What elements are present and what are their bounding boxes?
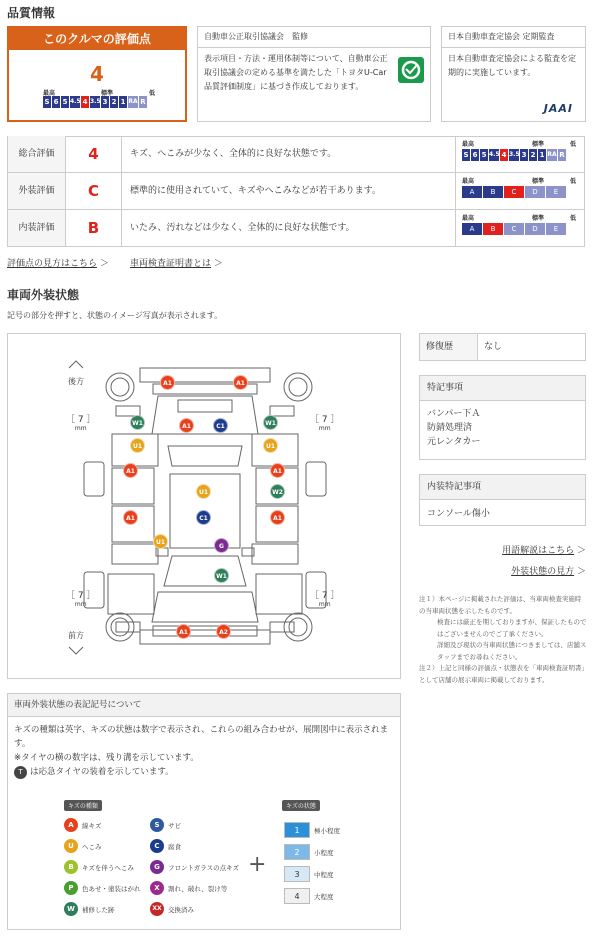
grade-cell: D xyxy=(525,186,545,198)
damage-badge[interactable]: A1 xyxy=(160,375,175,390)
rating-description: いたみ、汚れなどは少なく、全体的に良好な状態です。 xyxy=(122,210,456,246)
supervision-header: 自動車公正取引協議会 監修 xyxy=(198,27,430,48)
damage-badge[interactable]: W1 xyxy=(263,415,278,430)
damage-type-label: 線キズ xyxy=(82,821,102,830)
damage-badge[interactable]: A1 xyxy=(270,510,285,525)
damage-type-item xyxy=(150,839,181,853)
jaai-logo: JAAI xyxy=(543,102,573,115)
rating-scale-top-labels: 最高 標準 低 xyxy=(462,215,577,222)
rating-description: 標準的に使用されていて、キズやへこみなどが若干あります。 xyxy=(122,173,456,209)
eval-scale xyxy=(43,96,185,108)
repair-history-value: なし xyxy=(484,342,503,352)
fair-trade-logo-icon xyxy=(398,57,424,83)
damage-type-badge: P xyxy=(64,881,78,895)
rating-scale-top-labels: 最高 標準 低 xyxy=(462,141,577,148)
rating-label: 総合評価 xyxy=(8,136,66,172)
tread-front-left: ［ 7 ］ mm xyxy=(66,591,96,608)
spare-tire-icon: T xyxy=(14,766,27,779)
damage-state-label: 中程度 xyxy=(314,870,334,879)
note-1b: 検査には厳正を期しておりますが、保証したものではございませんのでご了承ください。 xyxy=(437,618,587,638)
eval-scale-cell: 6 xyxy=(53,98,59,106)
note-2: 注２）上記と同様の評価点・状態表を「車両検査証明書」として店舗の展示車両に掲載しております。 xyxy=(419,664,585,684)
states-header: キズの状態 xyxy=(282,800,320,811)
score-guide-link[interactable]: 評価点の見方はこちら ＞ xyxy=(7,259,109,269)
special-note-item: 元レンタカー xyxy=(427,437,481,447)
damage-badge[interactable]: A1 xyxy=(270,463,285,478)
damage-badge[interactable]: U1 xyxy=(130,438,145,453)
supervision-text: 表示項目・方法・運用体制等について、自動車公正取引協議会の定める基準を満たした「トヨタU-Car品質評価制度」に基づき作成しております。 xyxy=(204,54,388,91)
damage-type-label: 色あせ・塗装はがれ xyxy=(82,884,141,893)
damage-type-label: キズを伴うへこみ xyxy=(82,863,134,872)
scale-cell: 2 xyxy=(530,151,536,159)
damage-type-badge: G xyxy=(150,860,164,874)
damage-badge[interactable]: A1 xyxy=(233,375,248,390)
eval-scale-cell: S xyxy=(44,98,50,106)
damage-type-item xyxy=(64,881,141,895)
scale-cell: 1 xyxy=(539,151,545,159)
damage-state-label: 小程度 xyxy=(314,848,334,857)
interior-note-item: コンソール傷小 xyxy=(427,509,490,519)
rating-grade: 4 xyxy=(66,136,122,172)
damage-badge[interactable]: A1 xyxy=(176,624,191,639)
eval-scale-cell: 4.5 xyxy=(70,96,80,108)
damage-state-label: 極小程度 xyxy=(314,826,340,835)
damage-type-badge: U xyxy=(64,839,78,853)
rating-row xyxy=(7,136,585,173)
rating-grade: B xyxy=(66,210,122,246)
damage-type-label: 交換済み xyxy=(168,905,194,914)
damage-badge[interactable]: U1 xyxy=(196,484,211,499)
special-notes-box xyxy=(419,375,586,460)
section-title: 品質情報 xyxy=(7,6,56,20)
jaai-header: 日本自動車査定協会 定期監査 xyxy=(442,27,585,48)
damage-type-item xyxy=(64,860,134,874)
tread-rear-right: ［ 7 ］ mm xyxy=(310,415,340,432)
rating-description: キズ、へこみが少なく、全体的に良好な状態です。 xyxy=(122,136,456,172)
jaai-box xyxy=(441,26,586,122)
note-1: 注１）本ページに掲載された評価は、当車両検査実施時の当車両状態を示したものです。 xyxy=(419,595,582,615)
interior-notes-box xyxy=(419,474,586,526)
damage-state-badge: 4 xyxy=(284,888,310,904)
damage-state-label: 大程度 xyxy=(314,892,334,901)
scale-cell: 3 xyxy=(521,151,527,159)
damage-state-badge: 2 xyxy=(284,844,310,860)
legend-box xyxy=(7,693,401,930)
damage-type-label: サビ xyxy=(168,821,181,830)
notes-block xyxy=(419,594,587,686)
car-diagram-box xyxy=(7,333,401,679)
damage-type-label: へこみ xyxy=(82,842,102,851)
damage-type-label: 割れ、破れ、裂け等 xyxy=(168,884,228,893)
plus-icon: + xyxy=(248,852,267,877)
damage-type-badge: XX xyxy=(150,902,164,916)
note-1c: 詳細及び現状の当車両状態につきましては、店舗スタッフまでお尋ねください。 xyxy=(437,641,587,661)
rating-label: 外装評価 xyxy=(8,173,66,209)
damage-type-badge: S xyxy=(150,818,164,832)
eval-scale-cell: 3.5 xyxy=(90,96,100,108)
damage-type-item xyxy=(64,902,115,916)
damage-type-item xyxy=(64,818,101,832)
damage-badge[interactable]: W1 xyxy=(130,415,145,430)
damage-badge[interactable]: G xyxy=(214,538,229,553)
interior-notes-header: 内装特記事項 xyxy=(420,475,585,500)
scale-cell: 6 xyxy=(472,151,478,159)
damage-type-badge: B xyxy=(64,860,78,874)
jaai-text: 日本自動車査定協会による監査を定期的に実施しています。 xyxy=(448,54,576,77)
grade-cell: B xyxy=(483,223,503,235)
damage-badge[interactable]: A2 xyxy=(216,624,231,639)
legend-text-3-row xyxy=(14,765,394,779)
damage-badge[interactable]: A1 xyxy=(123,510,138,525)
damage-type-label: フロントガラスの点キズ xyxy=(168,863,239,872)
damage-type-item xyxy=(150,860,239,874)
damage-type-badge: W xyxy=(64,902,78,916)
damage-type-badge: X xyxy=(150,881,164,895)
grade-cell: A xyxy=(462,186,482,198)
special-note-item: 防錆処理済 xyxy=(427,423,473,433)
grade-cell: E xyxy=(546,186,566,198)
repair-history-label: 修復歴 xyxy=(420,334,478,360)
eval-score-header: このクルマの評価点 xyxy=(9,28,185,50)
rating-row xyxy=(7,210,585,247)
eval-score-box xyxy=(7,26,187,122)
legend-text-2: ※タイヤの横の数字は、残り溝を示しています。 xyxy=(14,753,199,763)
damage-type-item xyxy=(150,881,227,895)
grade-cell: A xyxy=(462,223,482,235)
grade-cell: C xyxy=(504,223,524,235)
damage-state-item xyxy=(284,822,340,838)
grade-cell: B xyxy=(483,186,503,198)
exterior-subtitle: 記号の部分を押すと、状態のイメージ写真が表示されます。 xyxy=(7,311,223,320)
scale-cell: 4 xyxy=(501,151,507,159)
damage-badge[interactable]: A1 xyxy=(123,463,138,478)
scale-cell: RA xyxy=(547,149,557,161)
types-header: キズの種類 xyxy=(64,800,102,811)
legend-text-3: は応急タイヤの装着を示しています。 xyxy=(30,767,174,777)
special-note-item: バンパー下Ａ xyxy=(427,409,481,419)
rating-scale xyxy=(456,173,584,209)
legend-text-1: キズの種類は英字、キズの状態は数字で表示され、これらの組み合わせが、展開図中に表示されます。 xyxy=(14,725,389,749)
eval-scale-cell: 3 xyxy=(102,98,108,106)
tread-front-right: ［ 7 ］ mm xyxy=(310,591,340,608)
damage-type-item xyxy=(64,839,102,853)
damage-badge[interactable]: U1 xyxy=(153,534,168,549)
eval-scale-cell: 1 xyxy=(120,98,126,106)
exterior-title: 車両外装状態 xyxy=(7,288,80,302)
front-label: 前方 xyxy=(68,631,84,640)
damage-type-label: 腐食 xyxy=(168,842,181,851)
rating-row xyxy=(7,173,585,210)
scale-cell: 3.5 xyxy=(509,149,519,161)
damage-state-badge: 3 xyxy=(284,866,310,882)
eval-scale-cell: RA xyxy=(128,96,138,108)
eval-scale-cell: 4 xyxy=(82,98,88,106)
eval-scale-cell: R xyxy=(140,98,146,106)
supervision-box xyxy=(197,26,431,122)
legend-header: 車両外装状態の表記記号について xyxy=(8,694,400,717)
damage-type-item xyxy=(150,818,181,832)
eval-scale-cell: 5 xyxy=(62,98,68,106)
scale-cell: R xyxy=(559,151,565,159)
rating-scale-top-labels: 最高 標準 低 xyxy=(462,178,577,185)
damage-badge[interactable]: A1 xyxy=(179,418,194,433)
eval-scale-cell: 2 xyxy=(111,98,117,106)
repair-history-row xyxy=(419,333,586,361)
damage-type-badge: A xyxy=(64,818,78,832)
rating-scale xyxy=(456,136,584,172)
rating-label: 内装評価 xyxy=(8,210,66,246)
damage-badge[interactable]: C1 xyxy=(213,418,228,433)
damage-badge[interactable]: W2 xyxy=(270,484,285,499)
exterior-guide-link[interactable]: 外装状態の見方 ＞ xyxy=(511,567,586,577)
grade-cell: C xyxy=(504,186,524,198)
rating-scale xyxy=(456,210,584,246)
scale-cell: 5 xyxy=(481,151,487,159)
eval-scale-top-labels: 最高 標準 低 xyxy=(43,90,156,97)
scale-cell: S xyxy=(463,151,469,159)
rating-grade: C xyxy=(66,173,122,209)
damage-state-badge: 1 xyxy=(284,822,310,838)
damage-badge[interactable]: W1 xyxy=(214,568,229,583)
glossary-link[interactable]: 用語解説はこちら ＞ xyxy=(502,546,586,556)
scale-cell: 4.5 xyxy=(489,149,499,161)
damage-state-item xyxy=(284,888,334,904)
tread-rear-left: ［ 7 ］ mm xyxy=(66,415,96,432)
special-notes-header: 特記事項 xyxy=(420,376,585,401)
damage-state-item xyxy=(284,866,334,882)
grade-cell: E xyxy=(546,223,566,235)
damage-type-item xyxy=(150,902,194,916)
rear-label: 後方 xyxy=(68,377,84,386)
damage-type-badge: C xyxy=(150,839,164,853)
eval-score-value: 4 xyxy=(90,62,104,86)
damage-type-label: 補修した跡 xyxy=(82,905,115,914)
damage-state-item xyxy=(284,844,334,860)
cert-link[interactable]: 車両検査証明書とは ＞ xyxy=(130,259,223,269)
damage-badge[interactable]: U1 xyxy=(263,438,278,453)
damage-badge[interactable]: C1 xyxy=(196,510,211,525)
grade-cell: D xyxy=(525,223,545,235)
